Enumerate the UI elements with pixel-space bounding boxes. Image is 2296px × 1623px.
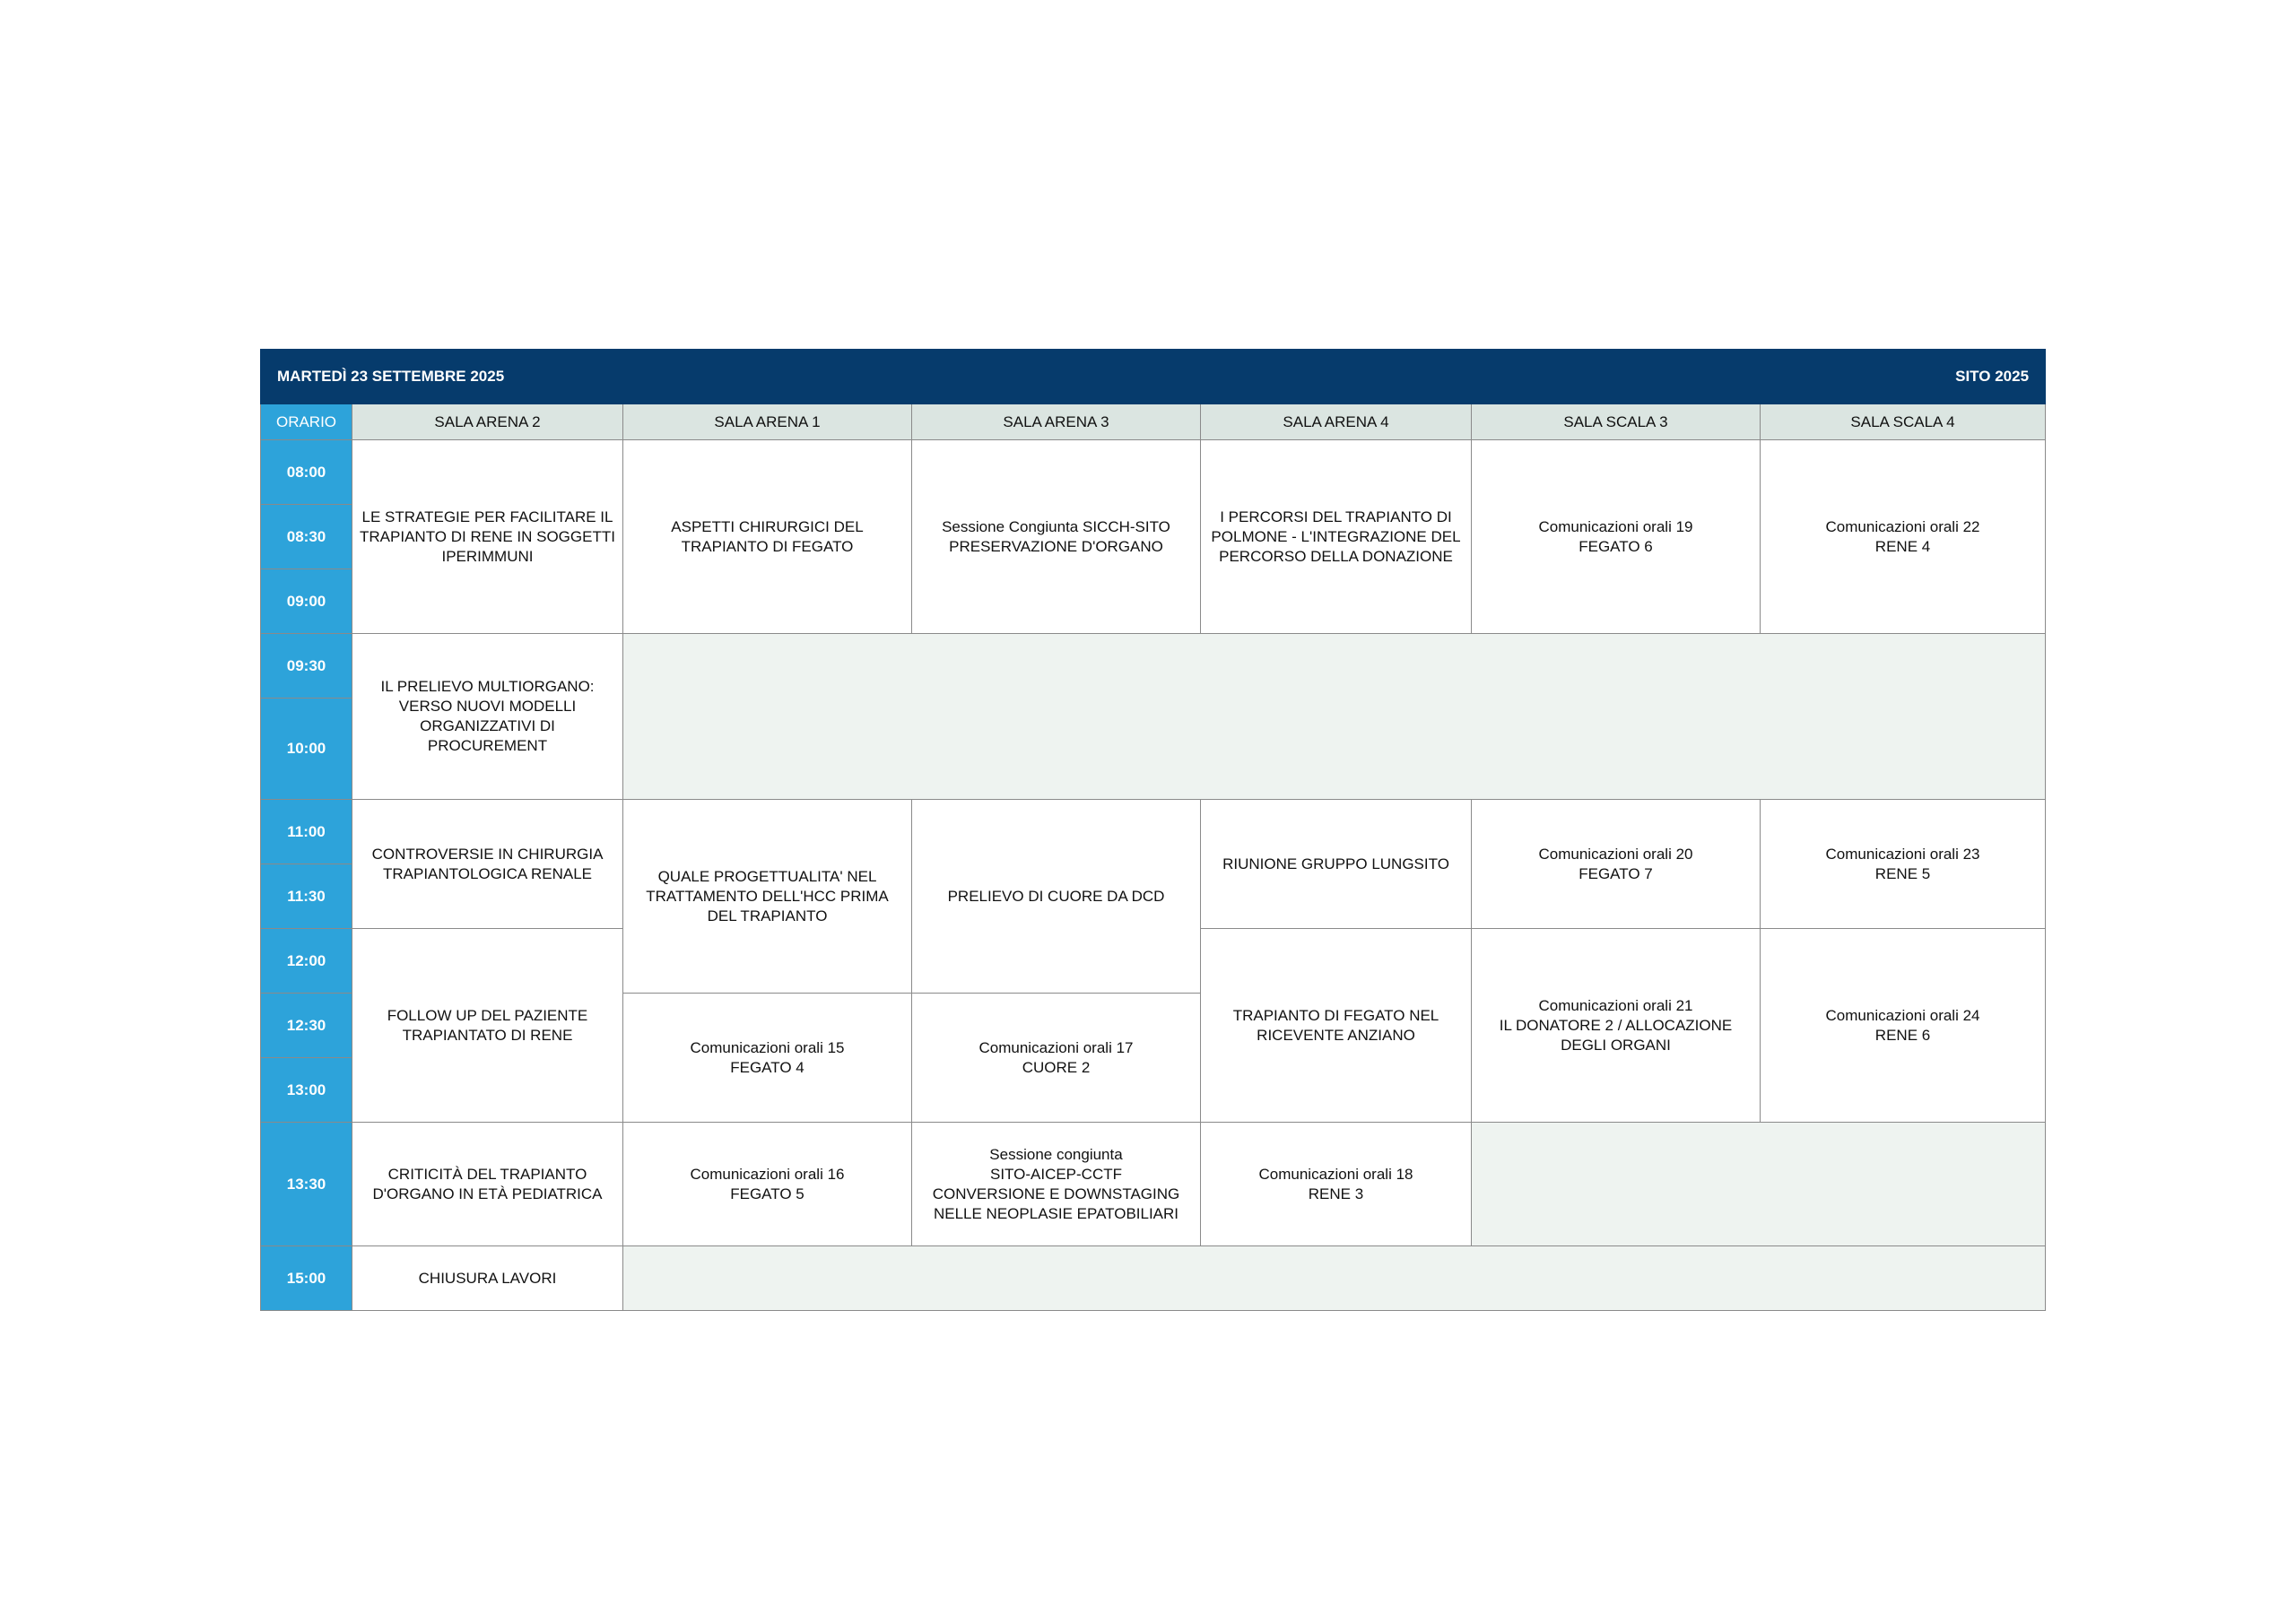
session-text-line: FEGATO 6 — [1578, 537, 1653, 555]
session-text-line: IL DONATORE 2 / ALLOCAZIONE — [1499, 1016, 1733, 1034]
time-slot: 15:00 — [261, 1246, 352, 1311]
session-text-line: FEGATO 5 — [730, 1185, 804, 1202]
session-cell — [352, 634, 623, 800]
session-text-line: RENE 3 — [1308, 1185, 1364, 1202]
header-brand: SITO 2025 — [1201, 350, 2046, 404]
session-text-line: RICEVENTE ANZIANO — [1257, 1026, 1415, 1044]
session-cell — [912, 440, 1201, 634]
session-cell — [1201, 1123, 1472, 1246]
session-cell — [1201, 800, 1472, 929]
session-text-line: IL PRELIEVO MULTIORGANO: — [380, 678, 595, 695]
session-cell — [352, 440, 623, 634]
session-text-line: TRAPIANTO DI RENE IN SOGGETTI — [360, 527, 615, 545]
room-header: SALA SCALA 3 — [1472, 404, 1761, 440]
session-text-line: RIUNIONE GRUPPO LUNGSITO — [1222, 855, 1449, 872]
session-text-line: CONTROVERSIE IN CHIRURGIA — [371, 845, 604, 863]
session-text-line: CUORE 2 — [1022, 1058, 1091, 1076]
time-slot: 11:30 — [261, 864, 352, 929]
session-text-line: Comunicazioni orali 23 — [1825, 845, 1980, 863]
session-text-line: Comunicazioni orali 22 — [1825, 517, 1980, 535]
column-headers — [261, 404, 2046, 440]
session-cell — [1761, 929, 2046, 1123]
session-text-line: FEGATO 4 — [730, 1058, 804, 1076]
session-text-line: Comunicazioni orali 18 — [1258, 1165, 1413, 1183]
schedule-table — [260, 349, 2046, 1311]
session-cell — [1472, 929, 1761, 1123]
session-text-line: Comunicazioni orali 21 — [1538, 996, 1693, 1014]
room-header: SALA ARENA 4 — [1201, 404, 1472, 440]
empty-block — [1472, 1123, 2046, 1246]
session-text-line: TRAPIANTOLOGICA RENALE — [382, 864, 593, 882]
session-text-line: TRATTAMENTO DELL'HCC PRIMA — [646, 887, 889, 905]
session-text-line: DEL TRAPIANTO — [707, 907, 828, 924]
session-cell — [1472, 440, 1761, 634]
header-title: MARTEDÌ 23 SETTEMBRE 2025 — [261, 350, 1201, 404]
session-text-line: CRITICITÀ DEL TRAPIANTO — [387, 1165, 587, 1183]
empty-block — [623, 634, 2046, 800]
session-text-line: FEGATO 7 — [1578, 864, 1653, 882]
session-cell — [912, 800, 1201, 994]
session-cell — [1472, 800, 1761, 929]
time-slot: 08:30 — [261, 505, 352, 569]
session-text-line: Comunicazioni orali 15 — [690, 1038, 845, 1056]
session-text-line: FOLLOW UP DEL PAZIENTE — [387, 1006, 588, 1024]
session-text-line: Comunicazioni orali 19 — [1538, 517, 1693, 535]
time-slot: 12:30 — [261, 994, 352, 1058]
session-cell — [1201, 440, 1472, 634]
session-text-line: CONVERSIONE E DOWNSTAGING — [932, 1185, 1180, 1202]
session-text-line: I PERCORSI DEL TRAPIANTO DI — [1220, 508, 1452, 525]
session-text-line: PERCORSO DELLA DONAZIONE — [1219, 547, 1453, 565]
session-text-line: IPERIMMUNI — [441, 547, 534, 565]
session-text-line: Comunicazioni orali 24 — [1825, 1006, 1980, 1024]
empty-block — [623, 1246, 2046, 1311]
time-slot: 13:00 — [261, 1058, 352, 1123]
session-cell — [1761, 440, 2046, 634]
session-cell — [1201, 929, 1472, 1123]
session-cell — [912, 994, 1201, 1123]
session-text-line: VERSO NUOVI MODELLI — [398, 698, 577, 715]
time-slot: 13:30 — [261, 1123, 352, 1246]
time-slot: 09:30 — [261, 634, 352, 699]
orario-header: ORARIO — [261, 404, 352, 440]
session-text-line: TRAPIANTO DI FEGATO — [681, 537, 854, 555]
session-text-line: Comunicazioni orali 17 — [978, 1038, 1134, 1056]
session-cell — [352, 929, 623, 1123]
session-text-line: TRAPIANTO DI FEGATO NEL — [1232, 1006, 1439, 1024]
session-text-line: QUALE PROGETTUALITA' NEL — [657, 867, 877, 885]
session-text-line: RENE 4 — [1874, 537, 1931, 555]
session-text-line: PROCUREMENT — [427, 737, 548, 754]
session-cell — [912, 1123, 1201, 1246]
session-text-line: PRESERVAZIONE D'ORGANO — [949, 537, 1163, 555]
time-slot: 08:00 — [261, 440, 352, 505]
room-header: SALA ARENA 2 — [352, 404, 623, 440]
session-text-line: RENE 6 — [1874, 1026, 1931, 1044]
session-text-line: D'ORGANO IN ETÀ PEDIATRICA — [372, 1185, 603, 1202]
session-text-line: Comunicazioni orali 20 — [1538, 845, 1693, 863]
session-cell — [623, 994, 912, 1123]
session-text-line: ASPETTI CHIRURGICI DEL — [671, 517, 864, 535]
time-slot: 10:00 — [261, 699, 352, 800]
session-cell — [352, 1123, 623, 1246]
time-slot: 09:00 — [261, 569, 352, 634]
session-text-line: ORGANIZZATIVI DI — [420, 717, 555, 734]
session-text-line: POLMONE - L'INTEGRAZIONE DEL — [1211, 527, 1461, 545]
session-text-line: DEGLI ORGANI — [1561, 1036, 1671, 1054]
session-cell — [623, 1123, 912, 1246]
session-text-line: RENE 5 — [1874, 864, 1931, 882]
session-text-line: Sessione congiunta — [989, 1145, 1123, 1163]
room-header: SALA ARENA 1 — [623, 404, 912, 440]
session-text-line: NELLE NEOPLASIE EPATOBILIARI — [933, 1204, 1179, 1222]
header-bar — [261, 350, 2046, 404]
session-cell — [1761, 800, 2046, 929]
session-cell — [352, 1246, 623, 1311]
session-cell — [623, 800, 912, 994]
session-cell — [352, 800, 623, 929]
room-header: SALA SCALA 4 — [1761, 404, 2046, 440]
session-text-line: Comunicazioni orali 16 — [690, 1165, 845, 1183]
session-text-line: Sessione Congiunta SICCH-SITO — [942, 517, 1170, 535]
session-text-line: LE STRATEGIE PER FACILITARE IL — [361, 508, 613, 525]
room-header: SALA ARENA 3 — [912, 404, 1201, 440]
session-cell — [623, 440, 912, 634]
session-text-line: PRELIEVO DI CUORE DA DCD — [947, 887, 1165, 905]
session-text-line: SITO-AICEP-CCTF — [989, 1165, 1123, 1183]
session-text-line: CHIUSURA LAVORI — [418, 1269, 557, 1287]
time-slot: 12:00 — [261, 929, 352, 994]
session-text-line: TRAPIANTATO DI RENE — [402, 1026, 573, 1044]
time-slot: 11:00 — [261, 800, 352, 864]
